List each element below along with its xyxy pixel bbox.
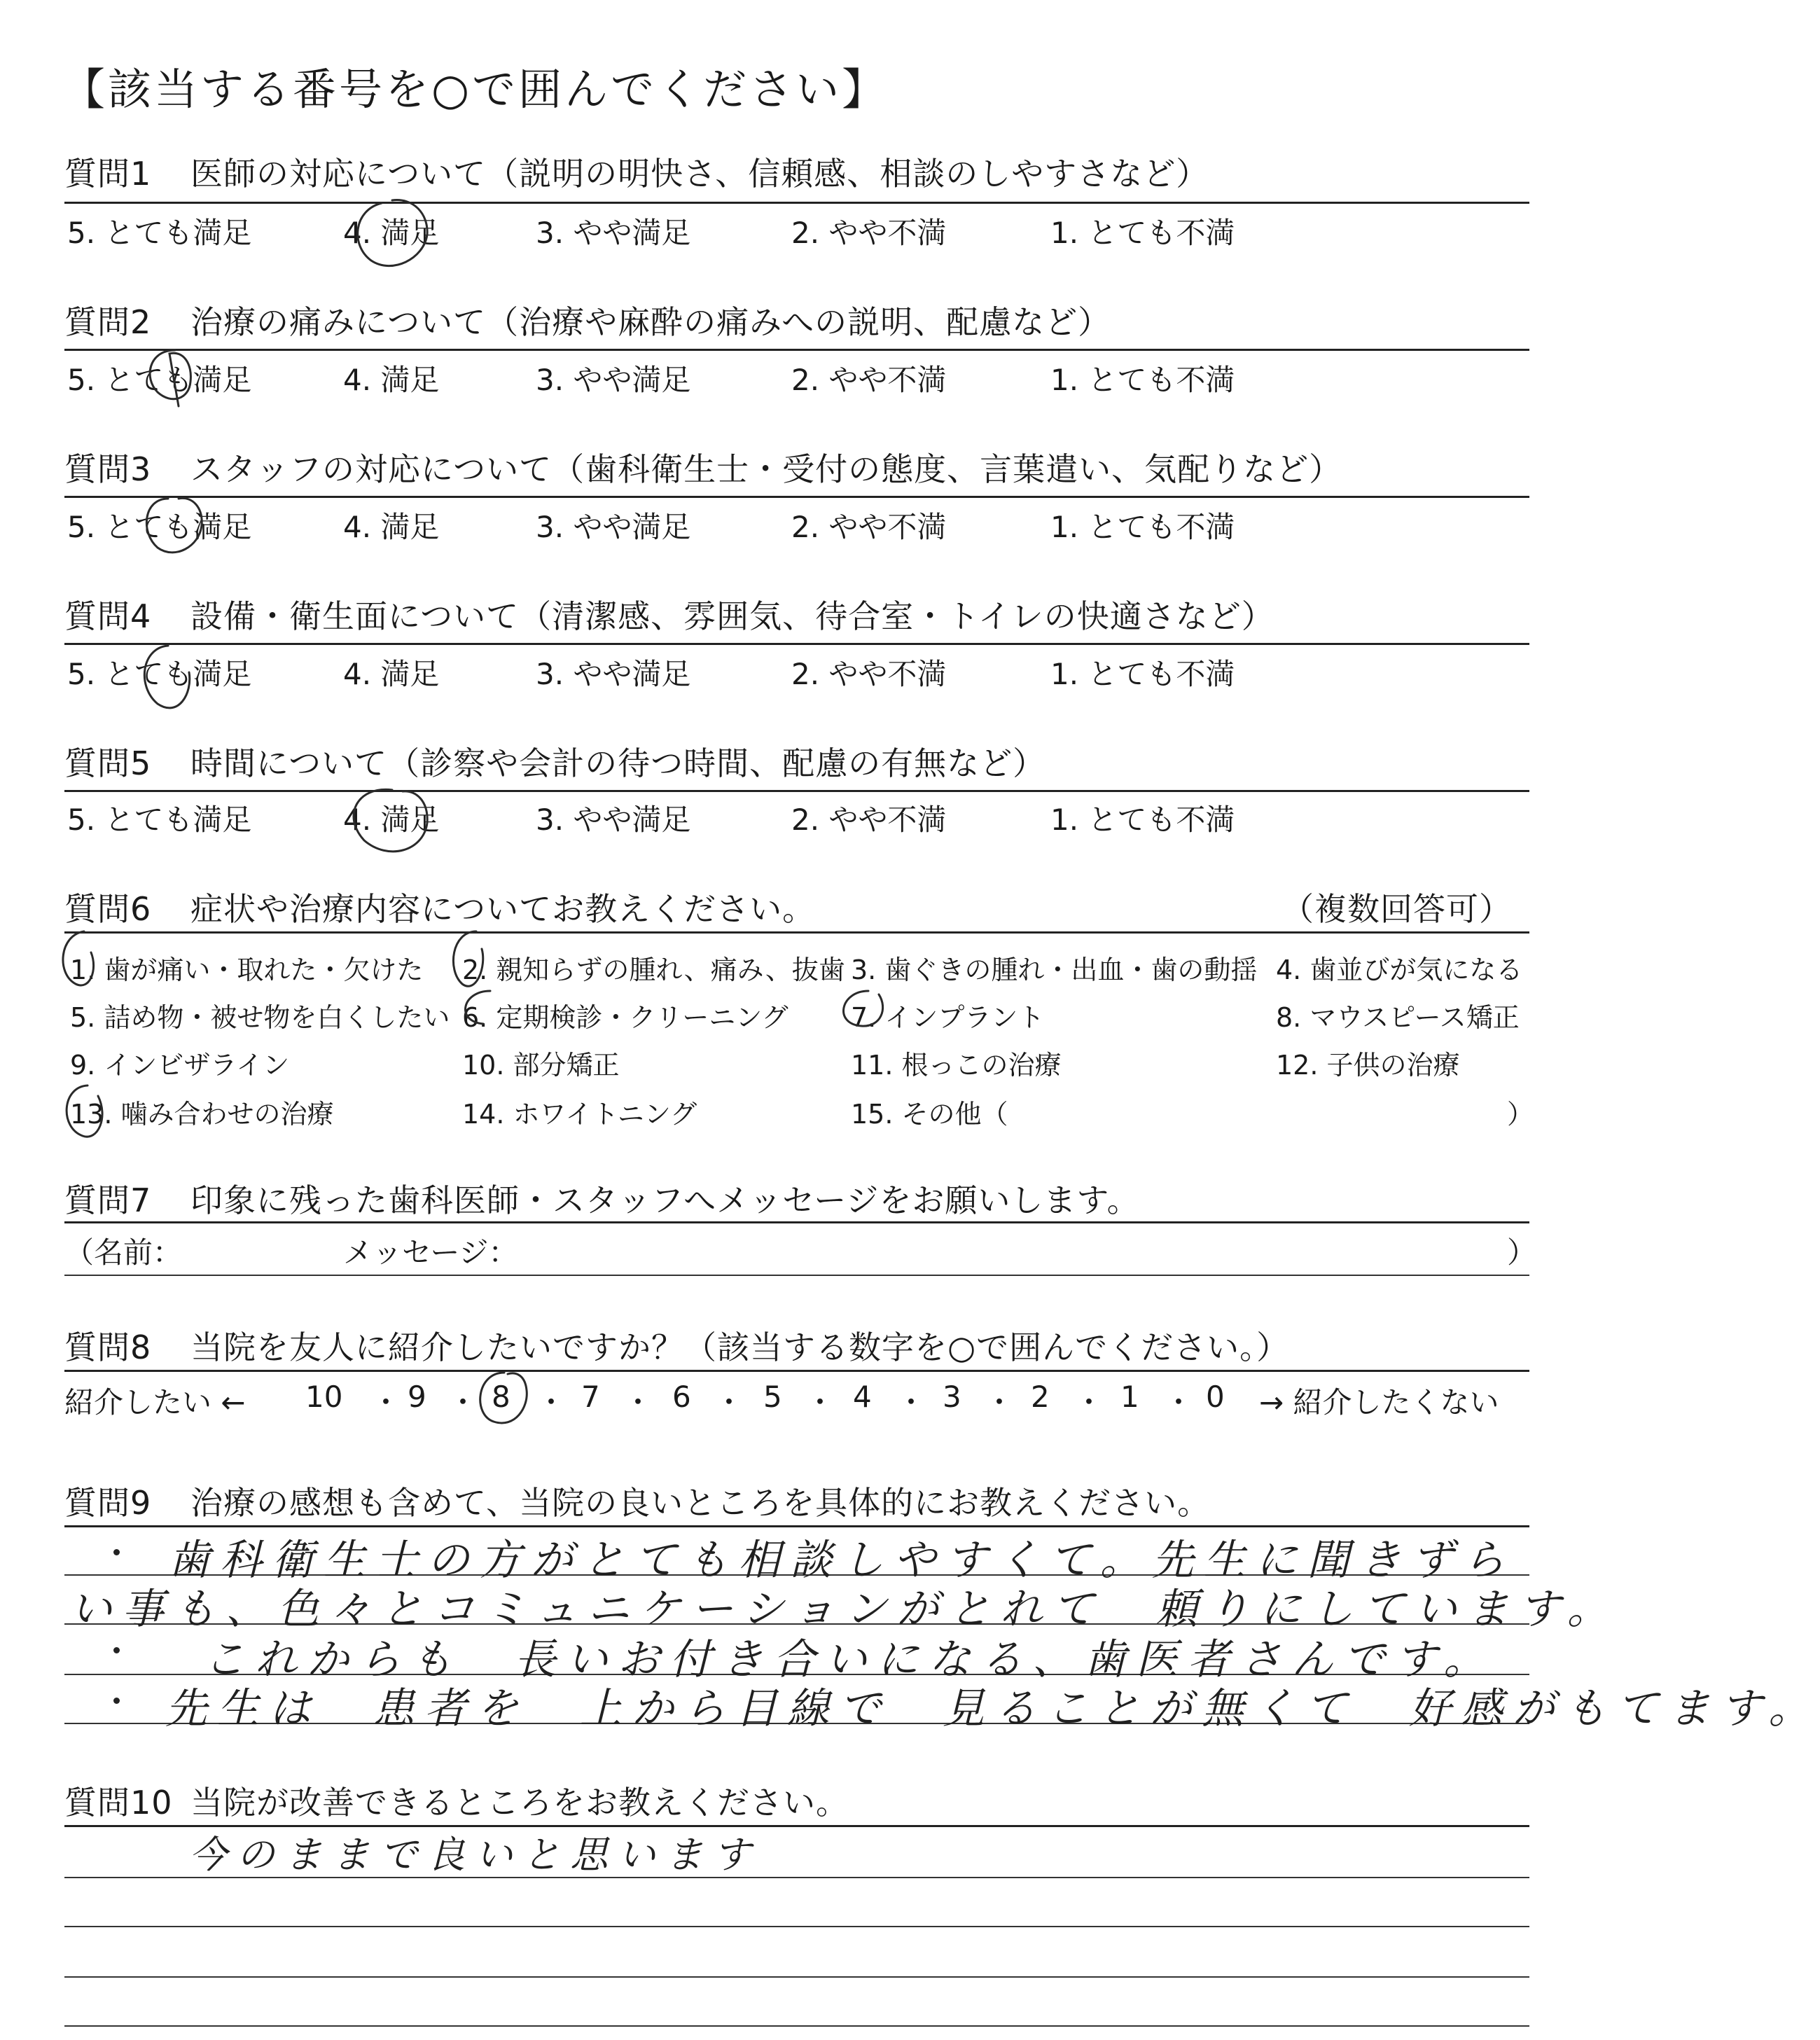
q6-option-6[interactable]: 6. 定期検診・クリーニング xyxy=(462,1002,789,1033)
option-5[interactable]: 5. とても満足 xyxy=(67,803,252,837)
question-text: 治療の痛みについて（治療や麻酔の痛みへの説明、配慮など） xyxy=(190,303,1111,341)
scale-10[interactable]: 10 xyxy=(305,1380,343,1414)
scale-right-label: → 紹介したくない xyxy=(1259,1385,1499,1420)
q6-option-10[interactable]: 10. 部分矯正 xyxy=(462,1050,620,1081)
handwritten-answer-line: 先生は 患者を 上から目線で 見ることが無くて 好感がもてます。 xyxy=(165,1684,1820,1733)
question-number: 質問5 xyxy=(64,744,152,782)
answer-line xyxy=(64,1877,1529,1878)
q6-option-12[interactable]: 12. 子供の治療 xyxy=(1276,1050,1460,1081)
option-3[interactable]: 3. やや満足 xyxy=(536,363,691,397)
close-paren: ） xyxy=(1507,1099,1534,1130)
option-2[interactable]: 2. やや不満 xyxy=(791,657,947,691)
option-5[interactable]: 5. とても満足 xyxy=(67,363,252,397)
question-number: 質問1 xyxy=(64,155,152,193)
question-text: 治療の感想も含めて、当院の良いところを具体的にお教えください。 xyxy=(190,1484,1211,1522)
scale-dot: ・ xyxy=(448,1385,478,1420)
message-line[interactable] xyxy=(64,1275,1529,1276)
scale-dot: ・ xyxy=(1074,1385,1104,1420)
divider xyxy=(64,643,1529,645)
question-text: 医師の対応について（説明の明快さ、信頼感、相談のしやすさなど） xyxy=(190,155,1209,193)
question-number: 質問10 xyxy=(64,1784,173,1822)
option-1[interactable]: 1. とても不満 xyxy=(1050,363,1235,397)
q6-option-11[interactable]: 11. 根っこの治療 xyxy=(851,1050,1062,1081)
answer-line xyxy=(64,1976,1529,1978)
option-1[interactable]: 1. とても不満 xyxy=(1050,216,1235,250)
option-2[interactable]: 2. やや不満 xyxy=(791,216,947,250)
handwritten-answer-line: 今のままで良いと思います xyxy=(189,1833,760,1877)
scale-dot: ・ xyxy=(805,1385,835,1420)
question-text: 症状や治療内容についてお教えください。 xyxy=(190,890,816,928)
question-text: 設備・衛生面について（清潔感、雰囲気、待合室・トイレの快適さなど） xyxy=(190,597,1274,635)
scale-9[interactable]: 9 xyxy=(408,1380,426,1414)
scale-3[interactable]: 3 xyxy=(943,1380,961,1414)
scale-left-label: 紹介したい ← xyxy=(64,1385,246,1420)
question-text: スタッフの対応について（歯科衛生士・受付の態度、言葉遣い、気配りなど） xyxy=(190,450,1342,488)
option-5[interactable]: 5. とても満足 xyxy=(67,510,252,544)
divider xyxy=(64,202,1529,204)
question-number: 質問6 xyxy=(64,890,152,928)
answer-line xyxy=(64,2025,1529,2027)
page-title: 【該当する番号を○で囲んでください】 xyxy=(62,64,889,115)
option-3[interactable]: 3. やや満足 xyxy=(536,216,691,250)
option-1[interactable]: 1. とても不満 xyxy=(1050,803,1235,837)
question-text: 時間について（診察や会計の待つ時間、配慮の有無など） xyxy=(190,744,1046,782)
option-3[interactable]: 3. やや満足 xyxy=(536,657,691,691)
scale-dot: ・ xyxy=(714,1385,744,1420)
scale-dot: ・ xyxy=(536,1385,567,1420)
option-2[interactable]: 2. やや不満 xyxy=(791,363,947,397)
divider xyxy=(64,496,1529,498)
divider xyxy=(64,931,1529,934)
q6-option-2[interactable]: 2. 親知らずの腫れ、痛み、抜歯 xyxy=(462,955,845,985)
option-5[interactable]: 5. とても満足 xyxy=(67,657,252,691)
scale-dot: ・ xyxy=(623,1385,653,1420)
message-label: メッセージ： xyxy=(343,1235,518,1270)
scale-0[interactable]: 0 xyxy=(1206,1380,1225,1414)
name-label: （名前： xyxy=(64,1235,183,1270)
option-1[interactable]: 1. とても不満 xyxy=(1050,657,1235,691)
handwritten-answer-line: 歯科衛生士の方がとても相談しやすくて。先生に聞きずら xyxy=(168,1536,1515,1585)
q6-option-1[interactable]: 1. 歯が痛い・取れた・欠けた xyxy=(70,955,424,985)
q6-option-8[interactable]: 8. マウスピース矯正 xyxy=(1276,1002,1520,1033)
q6-option-9[interactable]: 9. インビザライン xyxy=(70,1050,290,1081)
divider xyxy=(64,1221,1529,1223)
q6-option-7[interactable]: 7. インプラント xyxy=(851,1002,1045,1033)
question-number: 質問3 xyxy=(64,450,152,488)
question-number: 質問9 xyxy=(64,1484,152,1522)
multiple-answer-note: （複数回答可） xyxy=(1281,890,1512,928)
question-number: 質問2 xyxy=(64,303,152,341)
divider xyxy=(64,1370,1529,1372)
scale-5[interactable]: 5 xyxy=(763,1380,782,1414)
option-2[interactable]: 2. やや不満 xyxy=(791,510,947,544)
scale-4[interactable]: 4 xyxy=(853,1380,872,1414)
q6-option-4[interactable]: 4. 歯並びが気になる xyxy=(1276,955,1523,985)
question-text: 印象に残った歯科医師・スタッフへメッセージをお願いします。 xyxy=(190,1181,1140,1219)
question-text: 当院が改善できるところをお教えください。 xyxy=(190,1784,849,1822)
bullet-icon xyxy=(113,1698,120,1704)
option-5[interactable]: 5. とても満足 xyxy=(67,216,252,250)
answer-line xyxy=(64,1926,1529,1927)
q6-option-14[interactable]: 14. ホワイトニング xyxy=(462,1099,697,1130)
option-3[interactable]: 3. やや満足 xyxy=(536,510,691,544)
scale-1[interactable]: 1 xyxy=(1120,1380,1139,1414)
divider xyxy=(64,790,1529,792)
scale-8[interactable]: 8 xyxy=(492,1380,510,1414)
bullet-icon xyxy=(113,1647,120,1653)
option-4[interactable]: 4. 満足 xyxy=(343,216,440,250)
option-1[interactable]: 1. とても不満 xyxy=(1050,510,1235,544)
close-paren: ） xyxy=(1507,1235,1537,1270)
scale-6[interactable]: 6 xyxy=(672,1380,691,1414)
option-2[interactable]: 2. やや不満 xyxy=(791,803,947,837)
question-number: 質問8 xyxy=(64,1328,152,1366)
scale-dot: ・ xyxy=(896,1385,926,1420)
scale-dot: ・ xyxy=(985,1385,1015,1420)
question-number: 質問4 xyxy=(64,597,152,635)
option-4[interactable]: 4. 満足 xyxy=(343,363,440,397)
scale-dot: ・ xyxy=(371,1385,401,1420)
scale-2[interactable]: 2 xyxy=(1031,1380,1050,1414)
q6-option-3[interactable]: 3. 歯ぐきの腫れ・出血・歯の動揺 xyxy=(851,955,1258,985)
option-4[interactable]: 4. 満足 xyxy=(343,803,440,837)
scale-dot: ・ xyxy=(1164,1385,1194,1420)
handwritten-answer-line: い事も、色々とコミュニケーションがとれて 頼りにしています。 xyxy=(70,1585,1619,1634)
option-4[interactable]: 4. 満足 xyxy=(343,510,440,544)
q6-option-5[interactable]: 5. 詰め物・被せ物を白くしたい xyxy=(70,1002,450,1033)
bullet-icon xyxy=(113,1549,120,1555)
option-4[interactable]: 4. 満足 xyxy=(343,657,440,691)
q6-option-13[interactable]: 13. 噛み合わせの治療 xyxy=(70,1099,334,1130)
question-text: 当院を友人に紹介したいですか？（該当する数字を○で囲んでください。） xyxy=(190,1328,1290,1366)
handwritten-answer-line: これからも 長いお付き合いになる、歯医者さんです。 xyxy=(203,1635,1496,1684)
option-3[interactable]: 3. やや満足 xyxy=(536,803,691,837)
question-number: 質問7 xyxy=(64,1181,152,1219)
divider xyxy=(64,349,1529,351)
scale-7[interactable]: 7 xyxy=(581,1380,600,1414)
q6-option-15[interactable]: 15. その他（ xyxy=(851,1099,1008,1130)
